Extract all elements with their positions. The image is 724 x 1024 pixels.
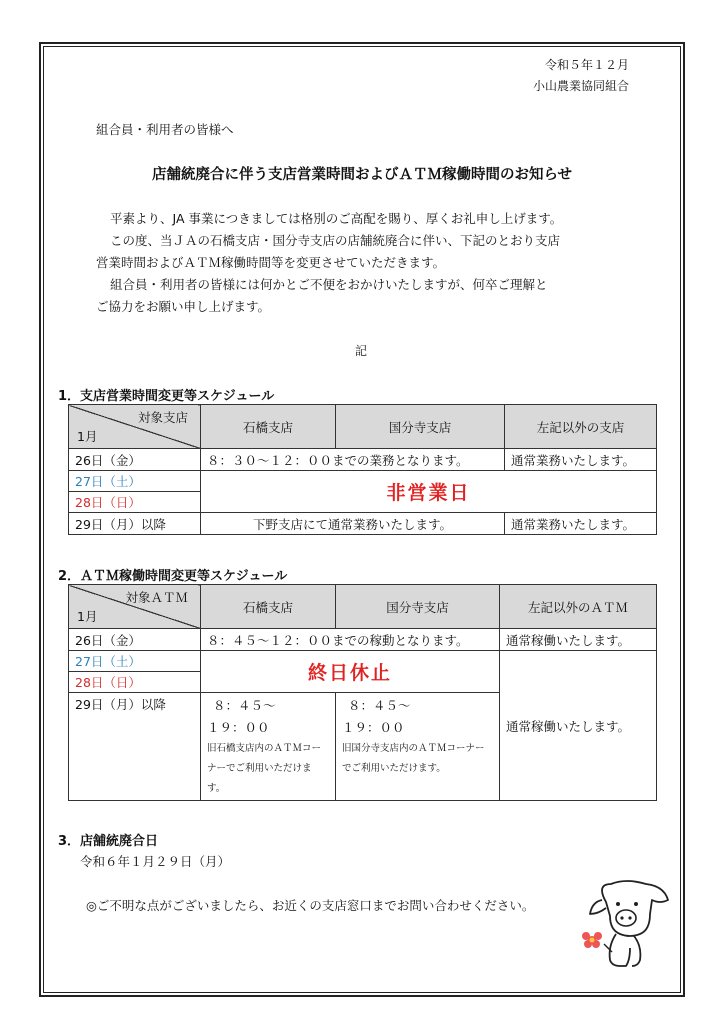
- closed-label: 終日休止: [201, 651, 500, 693]
- row-date-sunday: 28日（日）: [69, 672, 201, 693]
- row-date: 26日（金）: [69, 629, 201, 651]
- body-line: この度、当ＪＡの石橋支店・国分寺支店の店舗統廃合に伴い、下記のとおり支店: [110, 233, 561, 248]
- kokubunji-time-start: ８：４５～: [348, 698, 411, 713]
- body-line: 平素より、JA 事業につきましては格別のご高配を賜り、厚くお礼申し上げます。: [110, 211, 563, 226]
- row-date: 29日（月）以降: [69, 693, 201, 801]
- row-text: ８：３０～１２：００までの業務となります。: [201, 449, 505, 471]
- table-corner-header: [69, 405, 201, 449]
- notice-date: 令和５年１２月: [544, 58, 629, 72]
- table-corner-header: [69, 585, 201, 629]
- ki-marker: 記: [355, 344, 368, 358]
- col-header-ishibashi: 石橋支店: [201, 405, 336, 449]
- row-date-sunday: 28日（日）: [69, 492, 201, 513]
- page-title: 店舗統廃合に伴う支店営業時間およびＡＴＭ稼働時間のお知らせ: [151, 167, 573, 183]
- closed-label: 非営業日: [201, 471, 657, 513]
- section1-heading: 1．支店営業時間変更等スケジュール: [58, 389, 275, 404]
- section2-heading: 2．ＡＴＭ稼働時間変更等スケジュール: [58, 569, 288, 584]
- other-atm-text: 通常稼働いたします。: [500, 651, 657, 801]
- row-other: 通常業務いたします。: [505, 513, 657, 535]
- row-text: ８：４５～１２：００までの稼動となります。: [201, 629, 500, 651]
- issuer-organization: 小山農業協同組合: [532, 79, 629, 93]
- row-date: 26日（金）: [69, 449, 201, 471]
- col-header-other: 左記以外の支店: [505, 405, 657, 449]
- body-paragraph: [96, 208, 636, 318]
- col-header-other: 左記以外のＡＴＭ: [500, 585, 657, 629]
- row-text: 下野支店にて通常業務いたします。: [201, 513, 505, 535]
- kokubunji-note: 旧国分寺支店内のＡＴＭコーナーでご利用いただけます。: [342, 743, 485, 774]
- body-line: 組合員・利用者の皆様には何かとご不便をおかけいたしますが、何卒ご理解と: [110, 277, 548, 292]
- branch-hours-table: [68, 404, 657, 535]
- kokubunji-time-end: １９：００: [342, 720, 405, 735]
- row-date-saturday: 27日（土）: [69, 651, 201, 672]
- row-date-saturday: 27日（土）: [69, 471, 201, 492]
- row-date: 29日（月）以降: [69, 513, 201, 535]
- greeting: 組合員・利用者の皆様へ: [96, 122, 234, 137]
- kokubunji-atm-cell: [336, 693, 500, 801]
- corner-bottom-label: 1月: [77, 429, 98, 444]
- atm-hours-table: [68, 584, 657, 801]
- mascot-illustration: [576, 874, 676, 970]
- col-header-ishibashi: 石橋支店: [201, 585, 336, 629]
- corner-top-label: 対象支店: [137, 410, 188, 425]
- section3-heading: 3．店舗統廃合日: [58, 834, 159, 849]
- ishibashi-note: 旧石橋支店内のＡＴＭコーナーでご利用いただけます。: [207, 743, 322, 794]
- row-other: 通常業務いたします。: [505, 449, 657, 471]
- ishibashi-atm-cell: [201, 693, 336, 801]
- row-other: 通常稼働いたします。: [500, 629, 657, 651]
- body-line: 営業時間およびＡＴＭ稼働時間等を変更させていただきます。: [96, 255, 446, 270]
- merger-date: 令和６年１月２９日（月）: [80, 854, 231, 869]
- corner-top-label: 対象ＡＴＭ: [125, 590, 188, 605]
- col-header-kokubunji: 国分寺支店: [336, 585, 500, 629]
- ishibashi-time-end: １９：００: [207, 720, 270, 735]
- flower-icon: [582, 932, 602, 948]
- corner-bottom-label: 1月: [77, 609, 98, 624]
- ishibashi-time-start: ８：４５～: [213, 698, 276, 713]
- footnote: ◎ご不明な点がございましたら、お近くの支店窓口までお問い合わせください。: [86, 898, 535, 913]
- body-line: ご協力をお願い申し上げます。: [96, 299, 271, 314]
- col-header-kokubunji: 国分寺支店: [336, 405, 505, 449]
